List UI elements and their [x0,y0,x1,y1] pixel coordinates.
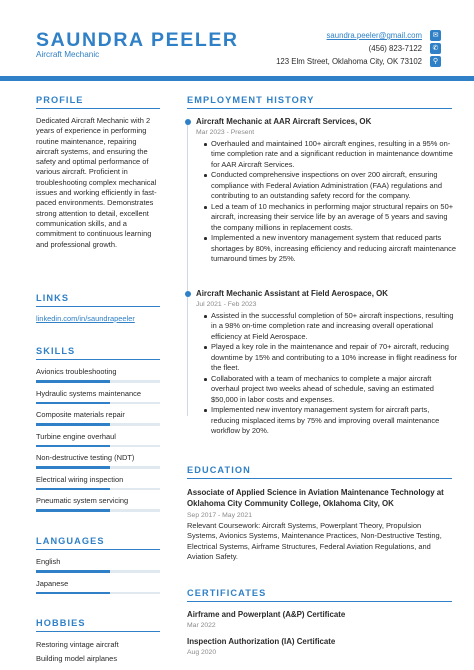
email-link[interactable]: saundra.peeler@gmail.com [326,31,422,40]
skill-bar [36,466,160,469]
skill-label: Electrical wiring inspection [36,474,124,484]
job-bullet: Led a team of 10 mechanics in performing major structural repairs on 50+ aircraft, increasing their service life by an average of 5 years and saving the company millions in replacement costs. [211,202,457,233]
language-bar-fill [36,570,110,573]
language-item [36,579,160,595]
hobbies-heading: HOBBIES [36,618,86,628]
skill-item [36,367,160,383]
hobby-item: Restoring vintage aircraft [36,640,119,649]
certificate-date: Mar 2022 [187,622,216,629]
skills-rule [36,359,160,360]
education-coursework: Relevant Coursework: Aircraft Systems, Powerplant Theory, Propulsion Systems, Avionics Systems, Maintenance Practices, Non-Destructive Testing, Electrical Systems, Airframe Structures, Federal Aviation Regulations, and Aviation Safety. [187,521,442,561]
links-rule [36,306,160,307]
certificate-title: Inspection Authorization (IA) Certificate [187,637,336,646]
timeline-dot [185,291,191,297]
skills-heading: SKILLS [36,346,76,356]
skill-bar-fill [36,402,110,405]
skill-label: Composite materials repair [36,410,125,419]
job-date: Jul 2021 - Feb 2023 [196,301,257,308]
language-bar [36,570,160,573]
job-bullet: Assisted in the successful completion of 50+ aircraft inspections, resulting in a 98% on-time completion rate and increasing overall operational efficiency at Field Aerospace. [211,311,457,342]
skill-bar-fill [36,466,110,469]
education-date: Sep 2017 - May 2021 [187,512,252,519]
job-date: Mar 2023 - Present [196,129,255,136]
mail-icon: ✉ [430,30,441,41]
skill-bar [36,423,160,426]
job-title: Aircraft Mechanic at AAR Aircraft Services, OK [196,117,372,126]
job-bullet: Played a key role in the maintenance and repair of 70+ aircraft, reducing downtime by 15% and contributing to a 10% increase in flight readiness for the fleet. [211,342,457,373]
skill-label: Avionics troubleshooting [36,367,117,376]
skill-bar-fill [36,445,110,448]
timeline-dot [185,119,191,125]
skill-label: Hydraulic systems maintenance [36,388,141,398]
address: 123 Elm Street, Oklahoma City, OK 73102 [276,57,422,66]
skill-item [36,475,160,491]
candidate-name: SAUNDRA PEELER [36,29,239,51]
skill-bar [36,509,160,512]
job-title: Aircraft Mechanic Assistant at Field Aerospace, OK [196,289,388,298]
location-icon: ⚲ [430,56,441,67]
language-bar-fill [36,592,110,595]
skill-bar-fill [36,380,110,383]
profile-heading: PROFILE [36,95,84,105]
header-divider [0,76,474,81]
job-bullets [202,311,457,437]
certificates-heading: CERTIFICATES [187,588,267,598]
skill-label: Turbine engine overhaul [36,431,116,441]
skill-item [36,389,160,405]
certificate-date: Aug 2020 [187,649,217,656]
job-bullet: Collaborated with a team of mechanics to complete a major aircraft overhaul project two weeks ahead of schedule, saving an estimated $50,000 in labor costs and expenses. [211,374,457,405]
skill-bar-fill [36,509,110,512]
phone-number: (456) 823-7122 [368,44,422,53]
candidate-role: Aircraft Mechanic [36,50,100,59]
skill-bar [36,445,160,448]
languages-rule [36,549,160,550]
degree-title: Associate of Applied Science in Aviation Maintenance Technology at Oklahoma City Community College, Oklahoma City, OK [187,488,444,508]
language-label: English [36,557,61,566]
skill-label: Non-destructive testing (NDT) [36,453,135,462]
skill-bar-fill [36,488,110,491]
skill-item [36,432,160,448]
education-heading: EDUCATION [187,465,251,475]
profile-summary: Dedicated Aircraft Mechanic with 2 years of experience in performing routine maintenance, repairing aircraft systems, and ensuring the safety and optimal performance of various aircraft. Proficient in troubleshooting complex mechanical issues and working efficiently in fast-paced environments. Demonstrates strong attention to detail, excellent communication skills, and a commitment to continuous learning and professional growth. [36,116,157,249]
skill-item [36,410,160,426]
links-heading: LINKS [36,293,70,303]
skill-label: Pneumatic system servicing [36,496,129,505]
language-bar [36,592,160,595]
certificate-title: Airframe and Powerplant (A&P) Certificate [187,610,346,619]
timeline-line [187,123,188,416]
skill-bar [36,380,160,383]
skill-bar [36,402,160,405]
phone-icon: ✆ [430,43,441,54]
job-bullet: Conducted comprehensive inspections on over 200 aircraft, ensuring compliance with Federal Aviation Administration (FAA) regulations and contributing to an outstanding safety record for the company. [211,170,457,201]
language-label: Japanese [36,578,69,588]
certificates-rule [187,601,452,602]
job-bullet: Implemented new inventory management system for aircraft parts, reducing misplaced items by 75% and improving overall maintenance workflow by 20%. [211,405,457,436]
hobby-item: Building model airplanes [36,654,118,663]
education-rule [187,478,452,479]
job-bullet: Implemented a new inventory management system that reduced parts shortages by 80%, increasing efficiency and reducing aircraft maintenance turnaround times by 25%. [211,233,457,264]
skill-bar-fill [36,423,110,426]
hobbies-rule [36,631,160,632]
job-bullets [202,139,457,265]
employment-rule [187,108,452,109]
skill-item [36,453,160,469]
linkedin-link[interactable]: linkedin.com/in/saundrapeeler [36,314,135,323]
language-item [36,557,160,573]
profile-rule [36,108,160,109]
languages-heading: LANGUAGES [36,536,105,546]
job-bullet: Overhauled and maintained 100+ aircraft engines, resulting in a 95% on-time completion rate and a significant reduction in maintenance downtime for AAR Aircraft Services. [211,139,457,170]
employment-heading: EMPLOYMENT HISTORY [187,95,315,105]
skill-item [36,496,160,512]
skill-bar [36,488,160,491]
